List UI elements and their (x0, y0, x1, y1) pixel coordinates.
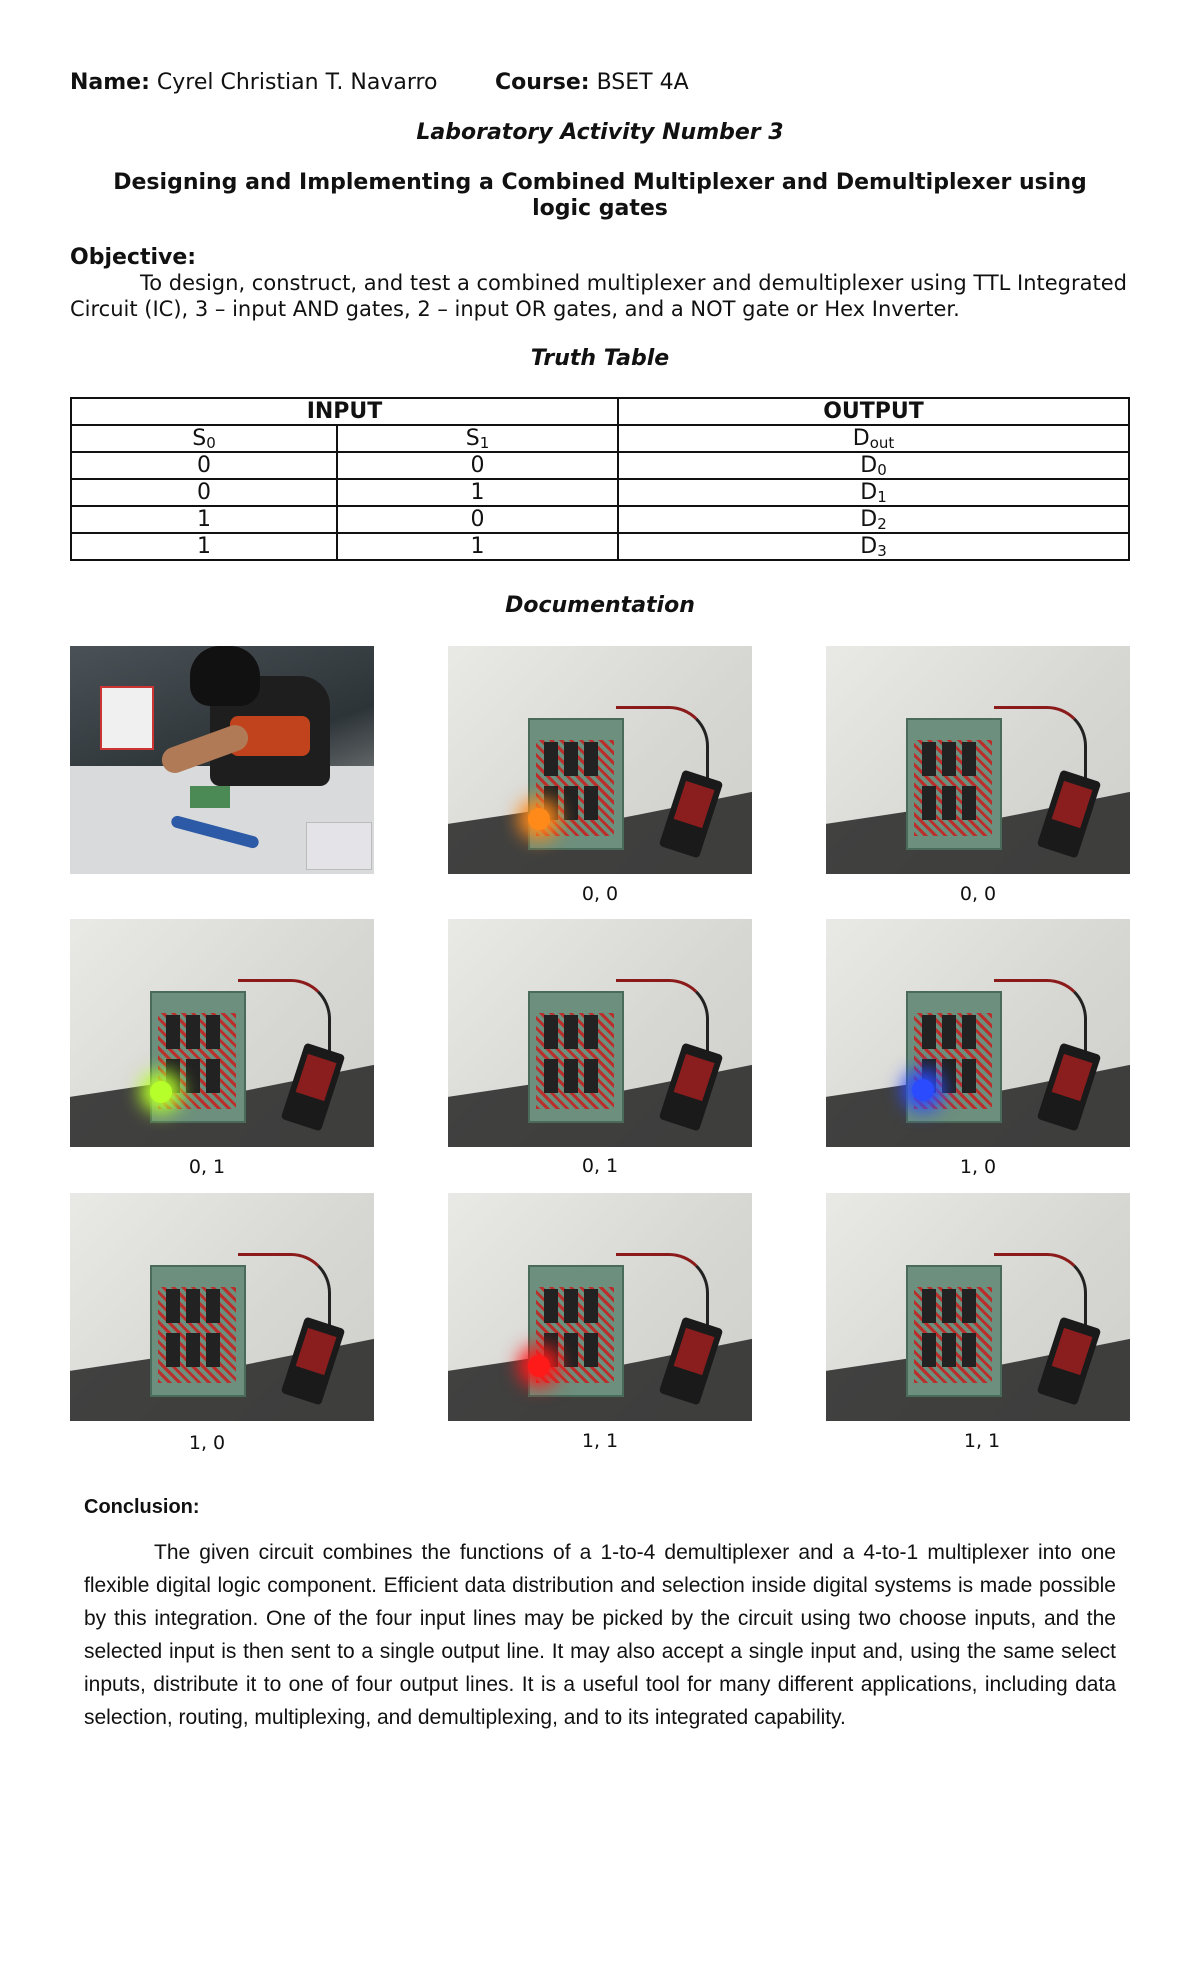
photo-circuit (826, 1193, 1130, 1421)
led-glow (528, 808, 550, 830)
ic-chip (584, 786, 598, 820)
photo-caption: 1, 1 (963, 1430, 1001, 1452)
photo-cable (238, 979, 331, 1052)
table-row (71, 479, 1129, 506)
cell-dout-base: D (860, 453, 878, 478)
objective-text: To design, construct, and test a combined multiplexer and demultiplexer using TTL Integrated Circuit (IC), 3 – input AND gates, 2 – input OR gates, and a NOT gate or Hex Inverter. (70, 271, 1127, 321)
photo-circuit (70, 919, 374, 1147)
ic-chip (922, 1289, 936, 1323)
photo-person-head (190, 646, 260, 706)
course-value: BSET 4A (596, 70, 689, 95)
ic-chip (564, 1059, 578, 1093)
cell-dout-sub: 2 (877, 515, 887, 533)
photo-caption: 0, 0 (959, 883, 997, 905)
ic-chip (186, 1059, 200, 1093)
col-s0-base: S (192, 426, 207, 451)
output-header: OUTPUT (618, 398, 1129, 425)
table-row (71, 533, 1129, 560)
photo-pcb (190, 786, 230, 808)
circuit-board (528, 991, 624, 1123)
ic-chip (206, 1333, 220, 1367)
cell-s0: 1 (71, 506, 337, 533)
ic-chip (186, 1289, 200, 1323)
photo-soldering (70, 646, 374, 874)
photo-caption: 1, 0 (188, 1432, 226, 1454)
led-glow (150, 1081, 172, 1103)
cell-s1: 0 (337, 452, 618, 479)
col-dout-sub: out (869, 434, 895, 452)
col-dout (618, 425, 1129, 452)
ic-chip (166, 1015, 180, 1049)
ic-chip (206, 1289, 220, 1323)
ic-chip (544, 1059, 558, 1093)
ic-chip (942, 1333, 956, 1367)
photo-cable (994, 979, 1087, 1052)
ic-chip (544, 742, 558, 776)
photo-circuit (826, 919, 1130, 1147)
input-header: INPUT (71, 398, 618, 425)
col-s0 (71, 425, 337, 452)
name-value: Cyrel Christian T. Navarro (156, 70, 438, 95)
ic-chip (584, 1333, 598, 1367)
conclusion-label: Conclusion: (84, 1496, 200, 1518)
cell-s0: 1 (71, 533, 337, 560)
ic-chip (564, 786, 578, 820)
ic-chip (564, 1289, 578, 1323)
ic-chip (544, 1289, 558, 1323)
col-s1-base: S (465, 426, 480, 451)
photo-circuit (448, 919, 752, 1147)
circuit-board (906, 718, 1002, 850)
ic-chip (186, 1333, 200, 1367)
name-label: Name: (70, 70, 150, 95)
cell-dout-sub: 3 (877, 542, 887, 560)
ic-chip (206, 1059, 220, 1093)
table-row (71, 506, 1129, 533)
ic-chip (922, 1333, 936, 1367)
cell-dout (618, 533, 1129, 560)
photo-container (306, 822, 372, 870)
circuit-board (528, 1265, 624, 1397)
cell-dout-sub: 1 (877, 488, 887, 506)
photo-cable (994, 1253, 1087, 1326)
cell-dout (618, 479, 1129, 506)
photo-cable (616, 1253, 709, 1326)
cell-s0: 0 (71, 479, 337, 506)
documentation-title: Documentation (505, 593, 695, 618)
ic-chip (564, 1015, 578, 1049)
circuit-board (528, 718, 624, 850)
photo-caption: 0, 1 (581, 1155, 619, 1177)
cell-dout (618, 506, 1129, 533)
objective-label: Objective: (70, 245, 197, 270)
circuit-board (150, 991, 246, 1123)
photo-circuit (70, 1193, 374, 1421)
photo-circuit (826, 646, 1130, 874)
cell-s0: 0 (71, 452, 337, 479)
circuit-board (906, 1265, 1002, 1397)
photo-cable (238, 1253, 331, 1326)
circuit-board (906, 991, 1002, 1123)
cell-dout-base: D (860, 507, 878, 532)
cell-dout-base: D (860, 480, 878, 505)
cell-s1: 1 (337, 479, 618, 506)
ic-chip (584, 1059, 598, 1093)
ic-chip (922, 742, 936, 776)
table-row (71, 452, 1129, 479)
ic-chip (166, 1289, 180, 1323)
photo-cable (616, 706, 709, 779)
ic-chip (962, 742, 976, 776)
col-s1 (337, 425, 618, 452)
ic-chip (544, 1015, 558, 1049)
main-title: Designing and Implementing a Combined Multiplexer and Demultiplexer using logic gates (113, 170, 1087, 221)
truth-table-group-header (71, 398, 1129, 425)
led-glow (912, 1079, 934, 1101)
photo-circuit (448, 646, 752, 874)
ic-chip (962, 1333, 976, 1367)
led-glow (528, 1355, 550, 1377)
col-s0-sub: 0 (206, 434, 216, 452)
course-label: Course: (495, 70, 590, 95)
photo-circuit (448, 1193, 752, 1421)
circuit-board (150, 1265, 246, 1397)
ic-chip (942, 1289, 956, 1323)
ic-chip (962, 786, 976, 820)
ic-chip (584, 742, 598, 776)
ic-chip (206, 1015, 220, 1049)
ic-chip (922, 1015, 936, 1049)
ic-chip (584, 1015, 598, 1049)
truth-table (70, 397, 1130, 561)
photo-cable (994, 706, 1087, 779)
photo-caption: 1, 0 (959, 1156, 997, 1178)
name-line (70, 70, 438, 95)
conclusion-text: The given circuit combines the functions of a 1-to-4 demultiplexer and a 4-to-1 multiplexer into one flexible digital logic component. Efficient data distribution and selection inside digital systems is made possible by this integration. One of the four input lines may be picked by the circuit using two choose inputs, and the selected input is then sent to a single output line. It may also accept a single input and, using the same select inputs, distribute it to one of four output lines. It is a useful tool for many different applications, including data selection, routing, multiplexing, and demultiplexing, and to its integrated capability. (84, 1541, 1116, 1729)
lab-title: Laboratory Activity Number 3 (416, 120, 784, 145)
header (70, 70, 689, 95)
cell-dout (618, 452, 1129, 479)
photo-caption: 1, 1 (581, 1430, 619, 1452)
ic-chip (942, 742, 956, 776)
photo-box (100, 686, 154, 750)
truth-table-title: Truth Table (530, 346, 670, 371)
cell-dout-sub: 0 (877, 461, 887, 479)
cell-s1: 1 (337, 533, 618, 560)
ic-chip (186, 1015, 200, 1049)
truth-table-column-header (71, 425, 1129, 452)
ic-chip (564, 1333, 578, 1367)
col-s1-sub: 1 (479, 434, 490, 452)
course-line (495, 70, 689, 95)
ic-chip (962, 1059, 976, 1093)
ic-chip (962, 1015, 976, 1049)
ic-chip (942, 786, 956, 820)
photo-cable (616, 979, 709, 1052)
ic-chip (922, 786, 936, 820)
photo-caption: 0, 0 (581, 883, 619, 905)
ic-chip (962, 1289, 976, 1323)
cell-s1: 0 (337, 506, 618, 533)
ic-chip (584, 1289, 598, 1323)
cell-dout-base: D (860, 534, 878, 559)
ic-chip (166, 1333, 180, 1367)
ic-chip (942, 1015, 956, 1049)
photo-caption: 0, 1 (188, 1156, 226, 1178)
ic-chip (942, 1059, 956, 1093)
ic-chip (564, 742, 578, 776)
col-dout-base: D (852, 426, 870, 451)
